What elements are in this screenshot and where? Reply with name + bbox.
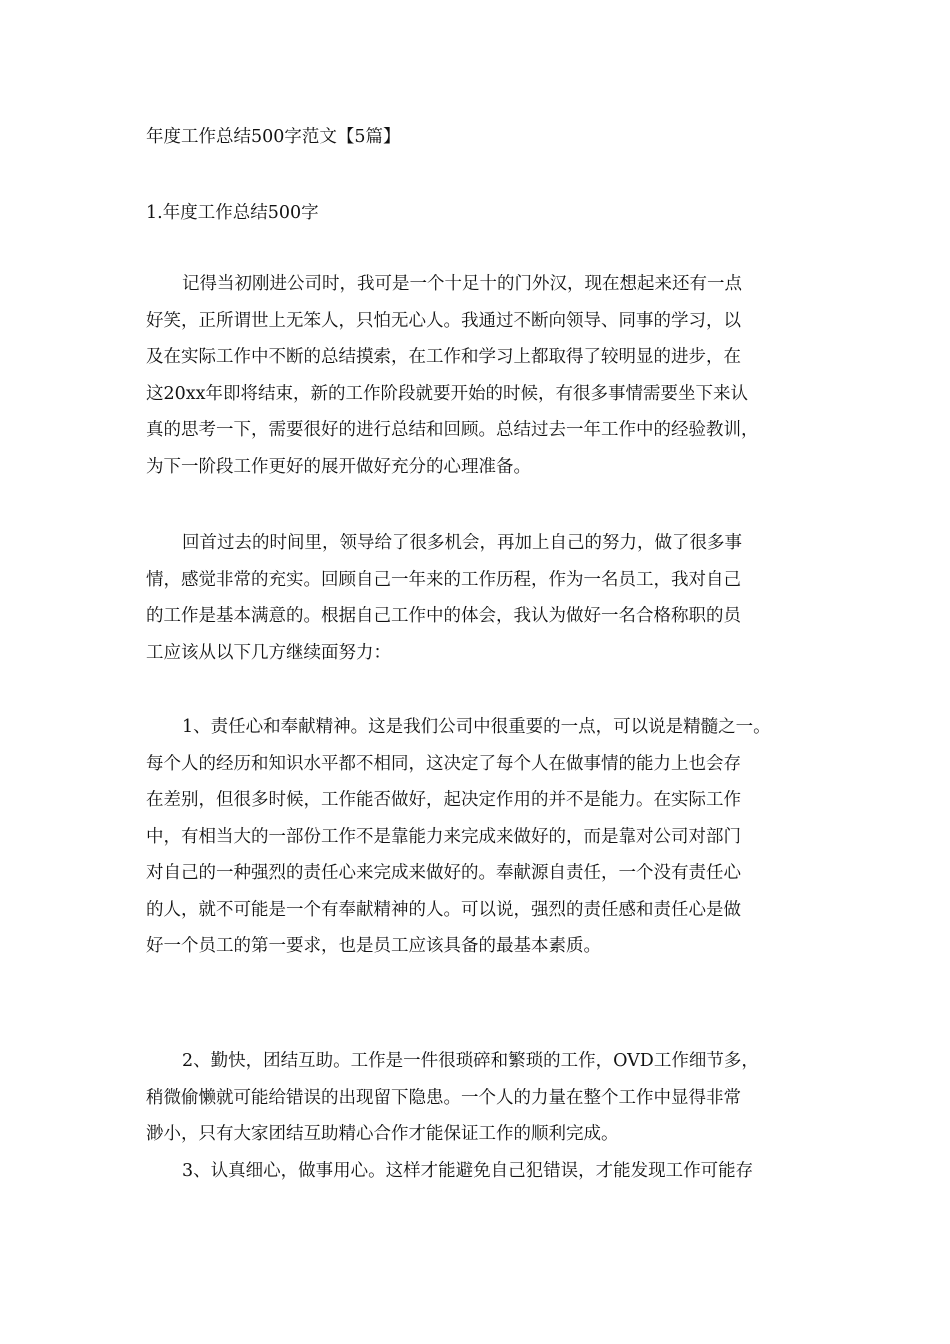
paragraph-line: 3、认真细心，做事用心。这样才能避免自己犯错误，才能发现工作可能存: [182, 1161, 754, 1181]
paragraph-line: 好一个员工的第一要求，也是员工应该具备的最基本素质。: [146, 936, 601, 956]
paragraph-line: 渺小，只有大家团结互助精心合作才能保证工作的顺利完成。: [146, 1124, 619, 1144]
paragraph-line: 好笑，正所谓世上无笨人，只怕无心人。我通过不断向领导、同事的学习，以: [146, 310, 741, 331]
paragraph-intro: [146, 266, 806, 485]
section-heading: 1.年度工作总结500字: [146, 203, 319, 223]
paragraph-review: [146, 525, 806, 671]
paragraph-line: 中，有相当大的一部份工作不是靠能力来完成来做好的，而是靠对公司对部门: [146, 826, 741, 847]
paragraph-line: 及在实际工作中不断的总结摸索，在工作和学习上都取得了较明显的进步，在: [146, 347, 741, 367]
paragraph-line: 回首过去的时间里，领导给了很多机会，再加上自己的努力，做了很多事: [182, 533, 742, 553]
paragraph-line: 记得当初刚进公司时，我可是一个十足十的门外汉，现在想起来还有一点: [182, 274, 742, 294]
document-title: 年度工作总结500字范文【5篇】: [146, 127, 401, 147]
paragraph-line: 的人，就不可能是一个有奉献精神的人。可以说，强烈的责任感和责任心是做: [146, 899, 741, 920]
paragraph-line: 情，感觉非常的充实。回顾自己一年来的工作历程，作为一名员工，我对自己: [146, 569, 741, 590]
paragraph-line: 对自己的一种强烈的责任心来完成来做好的。奉献源自责任，一个没有责任心: [146, 863, 741, 883]
paragraph-line: 1、责任心和奉献精神。这是我们公司中很重要的一点，可以说是精髓之一。: [182, 717, 771, 737]
paragraph-line: 真的思考一下，需要很好的进行总结和回顾。总结过去一年工作中的经验教训，: [146, 420, 759, 440]
paragraph-line: 稍微偷懒就可能给错误的出现留下隐患。一个人的力量在整个工作中显得非常: [146, 1087, 741, 1108]
paragraph-line: 的工作是基本满意的。根据自己工作中的体会，我认为做好一名合格称职的员: [146, 606, 741, 626]
paragraph-point-2: [146, 1043, 806, 1153]
paragraph-point-3: [146, 1153, 806, 1190]
paragraph-line: 2、勤快，团结互助。工作是一件很琐碎和繁琐的工作，OVD工作细节多，: [182, 1051, 759, 1071]
paragraph-point-1: [146, 709, 806, 965]
paragraph-line: 为下一阶段工作更好的展开做好充分的心理准备。: [146, 456, 531, 477]
paragraph-line: 在差别，但很多时候，工作能否做好，起决定作用的并不是能力。在实际工作: [146, 790, 741, 810]
paragraph-line: 这20xx年即将结束，新的工作阶段就要开始的时候，有很多事情需要坐下来认: [146, 383, 749, 404]
paragraph-line: 每个人的经历和知识水平都不相同，这决定了每个人在做事情的能力上也会存: [146, 753, 741, 774]
paragraph-line: 工应该从以下几方继续面努力：: [146, 642, 391, 663]
